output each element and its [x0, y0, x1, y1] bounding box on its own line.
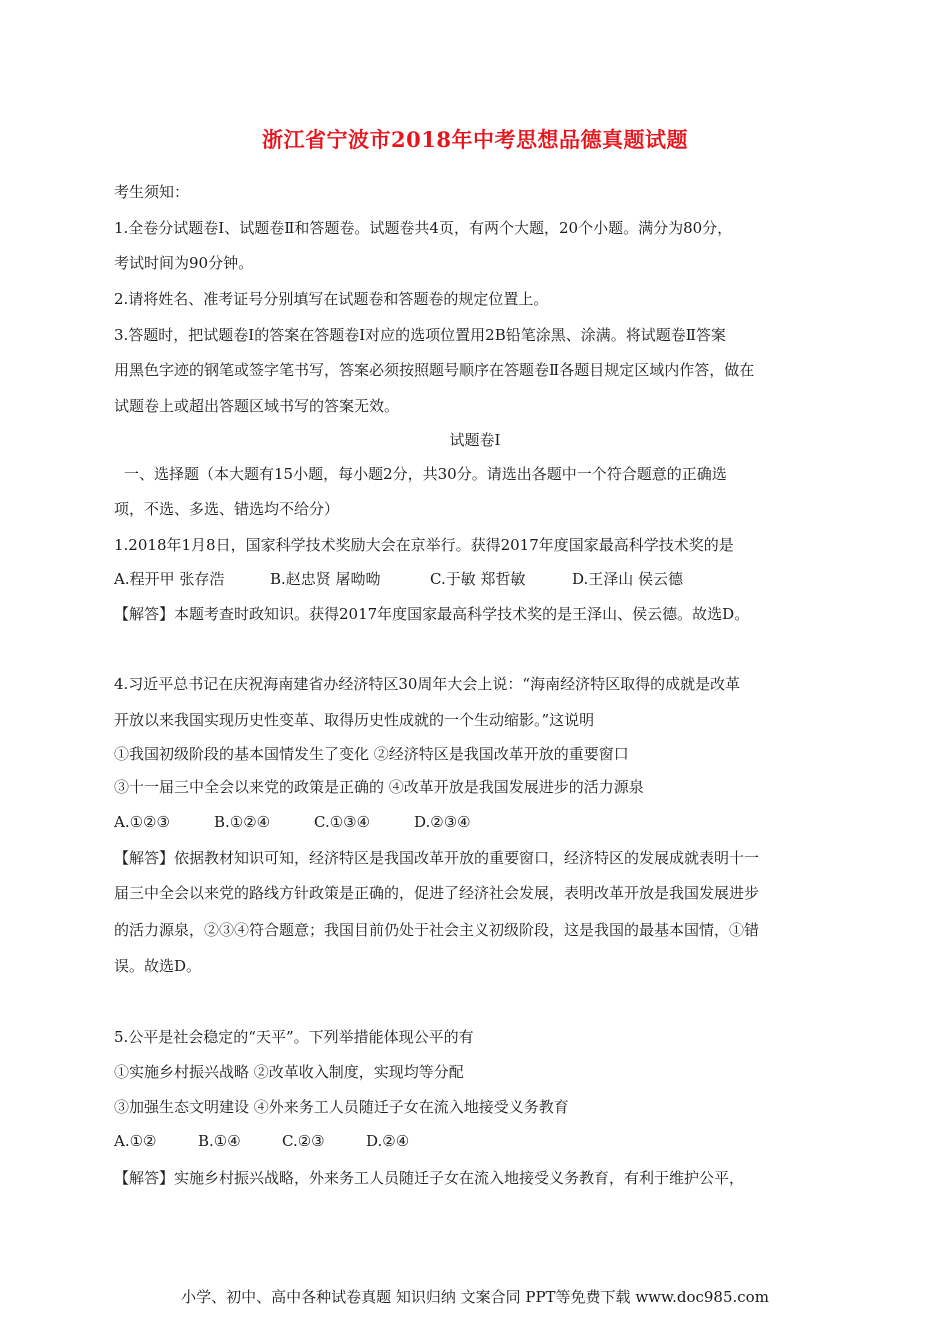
- footer-url[interactable]: www.doc985.com: [635, 1288, 769, 1306]
- notice-item-1: 1.全卷分试题卷Ⅰ、试题卷Ⅱ和答题卷。试题卷共4页，有两个大题，20个小题。满分为80分，: [114, 219, 733, 237]
- footer-text: 小学、初中、高中各种试卷真题 知识归纳 文案合同 PPT等免费下载: [181, 1288, 631, 1306]
- q5-option-b: B.①④: [198, 1132, 241, 1150]
- q4-option-c: C.①③④: [314, 813, 371, 831]
- notice-heading: 考生须知：: [114, 183, 190, 201]
- document-title: 浙江省宁波市2018年中考思想品德真题试题: [262, 127, 688, 152]
- notice-item-3-cont-2: 试题卷上或超出答题区域书写的答案无效。: [114, 397, 400, 415]
- q5-option-d: D.②④: [366, 1132, 410, 1150]
- q4-option-a: A.①②③: [114, 813, 170, 831]
- q5-stem: 5.公平是社会稳定的“天平”。下列举措能体现公平的有: [114, 1028, 474, 1046]
- q1-option-b: B.赵忠贤 屠呦呦: [270, 570, 381, 588]
- notice-item-3: 3.答题时，把试题卷Ⅰ的答案在答题卷Ⅰ对应的选项位置用2B铅笔涂黑、涂满。将试题卷Ⅱ答案: [114, 326, 726, 344]
- notice-item-1-cont: 考试时间为90分钟。: [114, 254, 254, 272]
- section-title: 试题卷Ⅰ: [449, 431, 501, 449]
- q4-options: [114, 812, 844, 832]
- q4-stem-cont: 开放以来我国实现历史性变革、取得历史性成就的一个生动缩影。”这说明: [114, 711, 595, 729]
- q1-option-c: C.于敏 郑哲敏: [430, 570, 526, 588]
- q1-stem: 1.2018年1月8日，国家科学技术奖励大会在京举行。获得2017年度国家最高科学技术奖的是: [114, 536, 734, 554]
- q4-answer-cont-1: 届三中全会以来党的路线方针政策是正确的，促进了经济社会发展，表明改革开放是我国发展进步: [114, 884, 760, 902]
- q1-answer: 【解答】本题考查时政知识。获得2017年度国家最高科学技术奖的是王泽山、侯云德。故选D。: [114, 605, 750, 623]
- q1-option-d: D.王泽山 侯云德: [572, 570, 684, 588]
- q4-answer: 【解答】依据教材知识可知，经济特区是我国改革开放的重要窗口，经济特区的发展成就表明十一: [114, 849, 760, 867]
- q1-options: [114, 569, 844, 589]
- q5-options: [114, 1131, 844, 1151]
- q1-option-a: A.程开甲 张存浩: [114, 570, 225, 588]
- notice-item-2: 2.请将姓名、准考证号分别填写在试题卷和答题卷的规定位置上。: [114, 290, 549, 308]
- part1-instructions: 一、选择题（本大题有15小题，每小题2分，共30分。请选出各题中一个符合题意的正确选: [124, 465, 727, 483]
- q5-option-c: C.②③: [282, 1132, 325, 1150]
- q5-option-a: A.①②: [114, 1132, 157, 1150]
- q5-statements-1: ①实施乡村振兴战略 ②改革收入制度，实现均等分配: [114, 1063, 464, 1081]
- q4-stem: 4.习近平总书记在庆祝海南建省办经济特区30周年大会上说：“海南经济特区取得的成就是改革: [114, 675, 741, 693]
- q4-option-b: B.①②④: [214, 813, 271, 831]
- q4-statements-1: ①我国初级阶段的基本国情发生了变化 ②经济特区是我国改革开放的重要窗口: [114, 745, 629, 763]
- q4-option-d: D.②③④: [414, 813, 471, 831]
- page-footer: [0, 1286, 950, 1307]
- q4-answer-cont-3: 误。故选D。: [114, 957, 202, 975]
- q4-answer-cont-2: 的活力源泉，②③④符合题意；我国目前仍处于社会主义初级阶段，这是我国的最基本国情，①错: [114, 921, 760, 939]
- notice-item-3-cont-1: 用黑色字迹的钢笔或签字笔书写，答案必须按照题号顺序在答题卷Ⅱ各题目规定区域内作答，做在: [114, 361, 755, 379]
- part1-instructions-cont: 项，不选、多选、错选均不给分）: [114, 500, 340, 518]
- q4-statements-2: ③十一届三中全会以来党的政策是正确的 ④改革开放是我国发展进步的活力源泉: [114, 778, 644, 796]
- q5-answer: 【解答】实施乡村振兴战略，外来务工人员随迁子女在流入地接受义务教育，有利于维护公平，: [114, 1169, 745, 1187]
- q5-statements-2: ③加强生态文明建设 ④外来务工人员随迁子女在流入地接受义务教育: [114, 1098, 569, 1116]
